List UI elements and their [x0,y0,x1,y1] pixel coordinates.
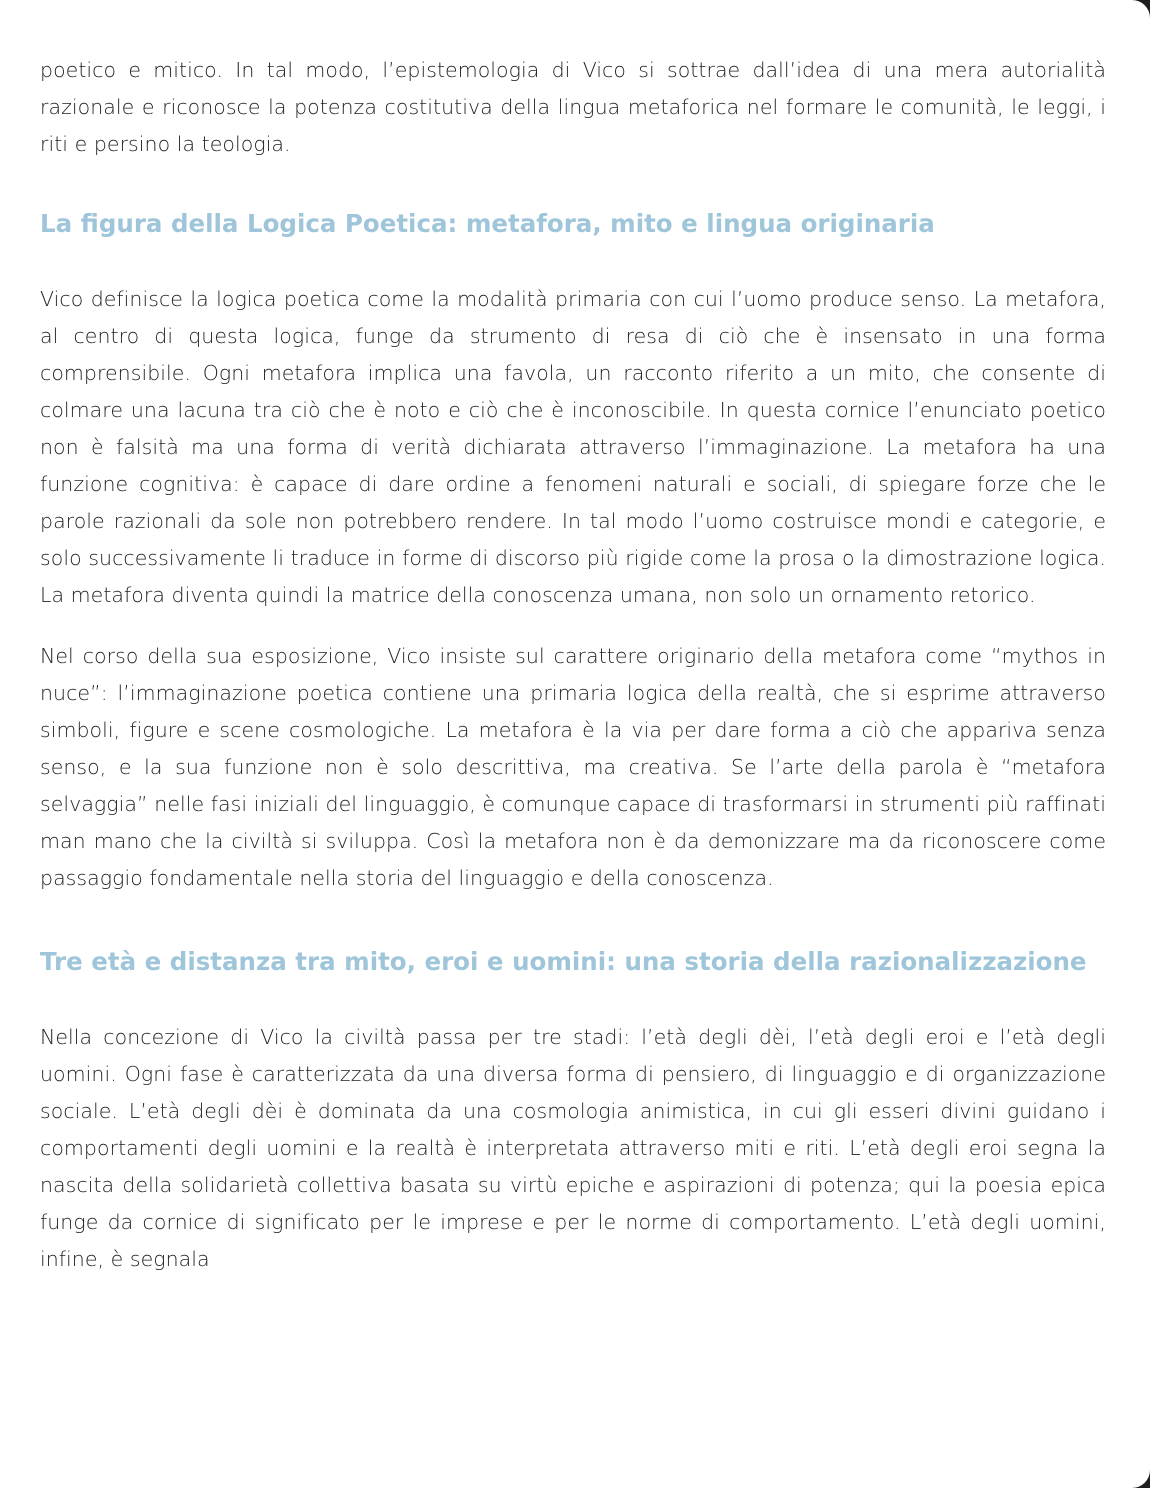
section-heading: Tre età e distanza tra mito, eroi e uomini: una storia della razionalizzazione [40,947,1087,976]
paragraph: poetico e mitico. In tal modo, l’epistemologia di Vico si sottrae dall’idea di una mera autorialità razionale e riconosce la potenza costitutiva della lingua metaforica nel formare le comunità, le leggi, i riti e persino la teologia. [40,58,1106,156]
paragraph: Nel corso della sua esposizione, Vico insiste sul carattere originario della metafora come “mythos in nuce”: l’immaginazione poetica contiene una primaria logica della realtà, che si esprime attraverso simboli, figure e scene cosmologiche. La metafora è la via per dare forma a ciò che appariva senza senso, e la sua funzione non è solo descrittiva, ma creativa. Se l’arte della parola è “metafora selvaggia” nelle fasi iniziali del linguaggio, è comunque capace di trasformarsi in strumenti più raffinati man mano che la civiltà si sviluppa. Così la metafora non è da demonizzare ma da riconoscere come passaggio fondamentale nella storia del linguaggio e della conoscenza. [40,644,1106,890]
paragraph: Nella concezione di Vico la civiltà passa per tre stadi: l’età degli dèi, l’età degli eroi e l’età degli uomini. Ogni fase è caratterizzata da una diversa forma di pensiero, di linguaggio e di organizzazione sociale. L’età degli dèi è dominata da una cosmologia animistica, in cui gli esseri divini guidano i comportamenti degli uomini e la realtà è interpretata attraverso miti e riti. L’età degli eroi segna la nascita della solidarietà collettiva basata su virtù epiche e aspirazioni di potenza; qui la poesia epica funge da cornice di significato per le imprese e per le norme di comportamento. L’età degli uomini, infine, è segnala [40,1025,1106,1271]
paragraph: Vico definisce la logica poetica come la modalità primaria con cui l’uomo produce senso. La metafora, al centro di questa logica, funge da strumento di resa di ciò che è insensato in una forma comprensibile. Ogni metafora implica una favola, un racconto riferito a un mito, che consente di colmare una lacuna tra ciò che è noto e ciò che è inconoscibile. In questa cornice l’enunciato poetico non è falsità ma una forma di verità dichiarata attraverso l’immaginazione. La metafora ha una funzione cognitiva: è capace di dare ordine a fenomeni naturali e sociali, di spiegare forze che le parole razionali da sole non potrebbero rendere. In tal modo l’uomo costruisce mondi e categorie, e solo successivamente li traduce in forme di discorso più rigide come la prosa o la dimostrazione logica. La metafora diventa quindi la matrice della conoscenza umana, non solo un ornamento retorico. [40,287,1106,607]
section-heading: La figura della Logica Poetica: metafora, mito e lingua originaria [40,209,935,238]
